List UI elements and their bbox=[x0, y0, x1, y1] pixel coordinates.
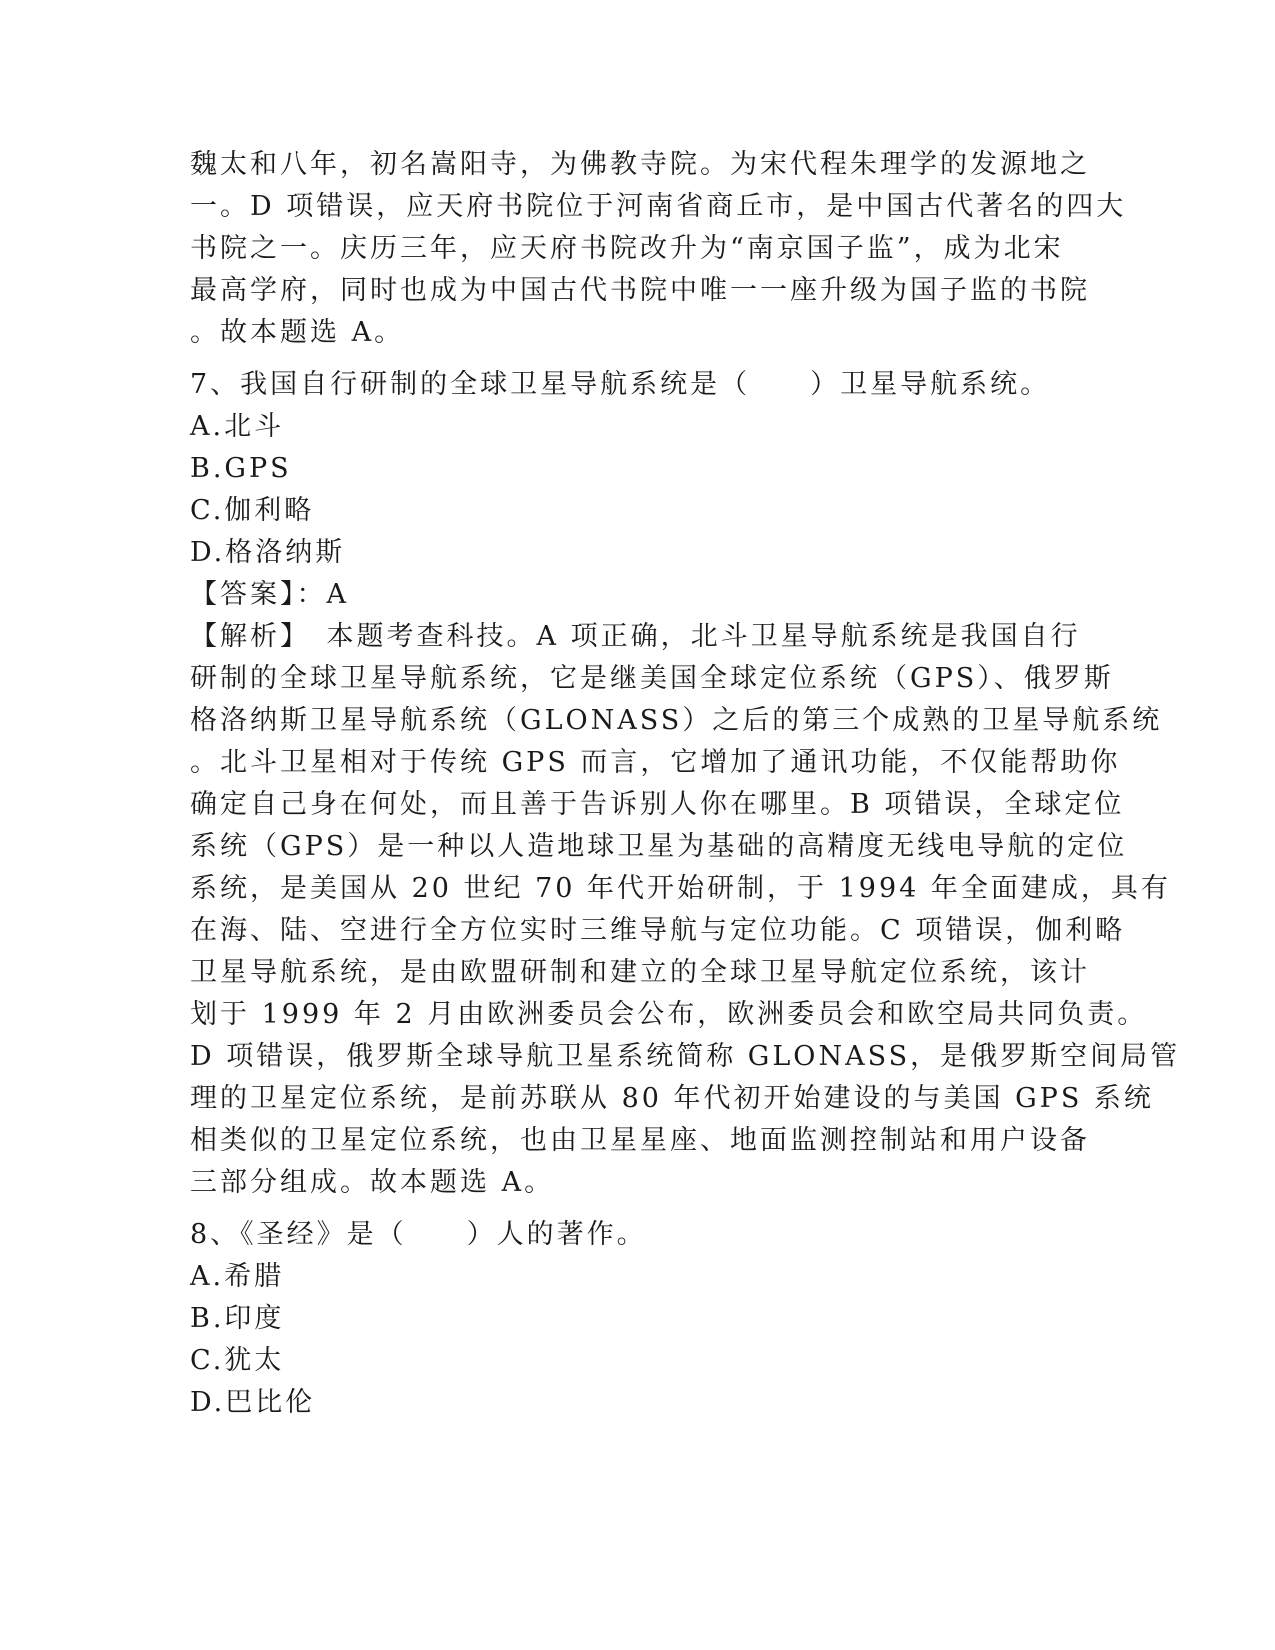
q7-explanation-line: 划于 1999 年 2 月由欧洲委员会公布，欧洲委员会和欧空局共同负责。 bbox=[190, 999, 1148, 1030]
text-line: 最高学府，同时也成为中国古代书院中唯一一座升级为国子监的书院 bbox=[190, 275, 1090, 306]
q7-explanation-line: 卫星导航系统，是由欧盟研制和建立的全球卫星导航定位系统，该计 bbox=[190, 957, 1090, 988]
q7-explanation-line: 理的卫星定位系统，是前苏联从 80 年代初开始建设的与美国 GPS 系统 bbox=[190, 1083, 1154, 1114]
text-line: 书院之一。庆历三年，应天府书院改升为“南京国子监”，成为北宋 bbox=[190, 233, 1064, 264]
text-line: 一。D 项错误，应天府书院位于河南省商丘市，是中国古代著名的四大 bbox=[190, 191, 1127, 222]
q8-option-d: D.巴比伦 bbox=[190, 1387, 316, 1418]
q7-explanation-line: D 项错误，俄罗斯全球导航卫星系统简称 GLONASS，是俄罗斯空间局管 bbox=[190, 1041, 1181, 1072]
q7-explanation-line: 相类似的卫星定位系统，也由卫星星座、地面监测控制站和用户设备 bbox=[190, 1125, 1090, 1156]
q7-explanation-line: 系统，是美国从 20 世纪 70 年代开始研制，于 1994 年全面建成，具有 bbox=[190, 873, 1171, 904]
q7-explanation-line: 系统（GPS）是一种以人造地球卫星为基础的高精度无线电导航的定位 bbox=[190, 831, 1128, 862]
q7-explanation-line: 研制的全球卫星导航系统，它是继美国全球定位系统（GPS）、俄罗斯 bbox=[190, 663, 1114, 694]
q7-explanation-line: 三部分组成。故本题选 A。 bbox=[190, 1167, 555, 1198]
q7-explanation-line: 确定自己身在何处，而且善于告诉别人你在哪里。B 项错误，全球定位 bbox=[190, 789, 1125, 820]
q7-explanation-line: 格洛纳斯卫星导航系统（GLONASS）之后的第三个成熟的卫星导航系统 bbox=[190, 705, 1163, 736]
q8-option-b: B.印度 bbox=[190, 1303, 285, 1334]
text-line: 。故本题选 A。 bbox=[190, 317, 405, 348]
q7-option-a: A.北斗 bbox=[190, 411, 285, 442]
q7-explanation-line: 【解析】 本题考查科技。A 项正确，北斗卫星导航系统是我国自行 bbox=[190, 621, 1081, 652]
q8-option-c: C.犹太 bbox=[190, 1345, 285, 1376]
question-8: 8、《圣经》是（ ）人的著作。 bbox=[190, 1219, 647, 1250]
q7-option-d: D.格洛纳斯 bbox=[190, 537, 346, 568]
q8-option-a: A.希腊 bbox=[190, 1261, 285, 1292]
question-7: 7、我国自行研制的全球卫星导航系统是（ ）卫星导航系统。 bbox=[190, 369, 1051, 400]
q7-explanation-line: 在海、陆、空进行全方位实时三维导航与定位功能。C 项错误，伽利略 bbox=[190, 915, 1126, 946]
q7-option-b: B.GPS bbox=[190, 453, 292, 484]
q7-explanation-line: 。北斗卫星相对于传统 GPS 而言，它增加了通讯功能，不仅能帮助你 bbox=[190, 747, 1121, 778]
q7-answer: 【答案】：A bbox=[190, 579, 349, 610]
text-line: 魏太和八年，初名嵩阳寺，为佛教寺院。为宋代程朱理学的发源地之 bbox=[190, 149, 1090, 180]
q7-option-c: C.伽利略 bbox=[190, 495, 315, 526]
